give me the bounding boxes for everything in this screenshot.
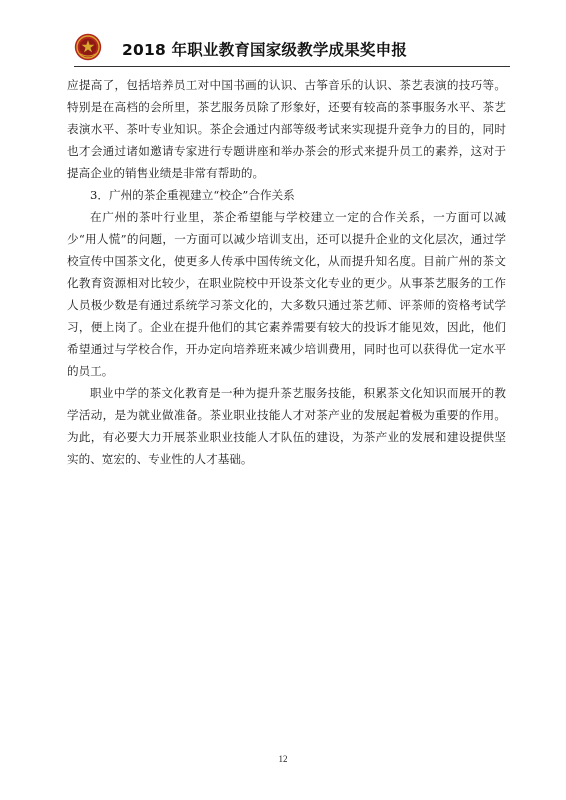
institution-logo: [74, 33, 102, 61]
paragraph: 职业中学的茶文化教育是一种为提升茶艺服务技能，积累茶文化知识而展开的教学活动，是为就业做准备。茶业职业技能人才对茶产业的发展起着极为重要的作用。为此，有必要大力开展茶业职业技能人才队伍的建设，为茶产业的发展和建设提供坚实的、宽宏的、专业性的人才基础。: [67, 386, 506, 466]
header-divider: [74, 66, 510, 67]
document-body: [67, 74, 506, 470]
paragraph: 在广州的茶叶行业里，茶企希望能与学校建立一定的合作关系，一方面可以减少“用人慌”的问题，一方面可以减少培训支出，还可以提升企业的文化层次，通过学校宣传中国茶文化，使更多人传承中国传统文化，从而提升知名度。目前广州的茶文化教育资源相对比较少，在职业院校中开设茶文化专业的更少。从事茶艺服务的工作人员极少数是有通过系统学习茶文化的，大多数只通过茶艺师、评茶师的资格考试学习，便上岗了。企业在提升他们的其它素养需要有较大的投诉才能见效，因此，他们希望通过与学校合作，开办定向培养班来减少培训费用，同时也可以获得优一定水平的员工。: [67, 210, 506, 378]
paragraph-continuation: 应提高了，包括培养员工对中国书画的认识、古筝音乐的认识、茶艺表演的技巧等。特别是在高档的会所里，茶艺服务员除了形象好，还要有较高的茶事服务水平、茶艺表演水平、茶叶专业知识。茶企会通过内部等级考试来实现提升竞争力的目的，同时也才会通过诸如邀请专家进行专题讲座和举办茶会的形式来提升员工的素养，这对于提高企业的销售业绩是非常有帮助的。: [67, 78, 506, 180]
page-number: 12: [278, 754, 288, 764]
header-title: 2018 年职业教育国家级教学成果奖申报: [122, 41, 408, 59]
page-header: [74, 33, 514, 63]
section-heading: 3．广州的茶企重视建立“校企”合作关系: [90, 188, 295, 202]
